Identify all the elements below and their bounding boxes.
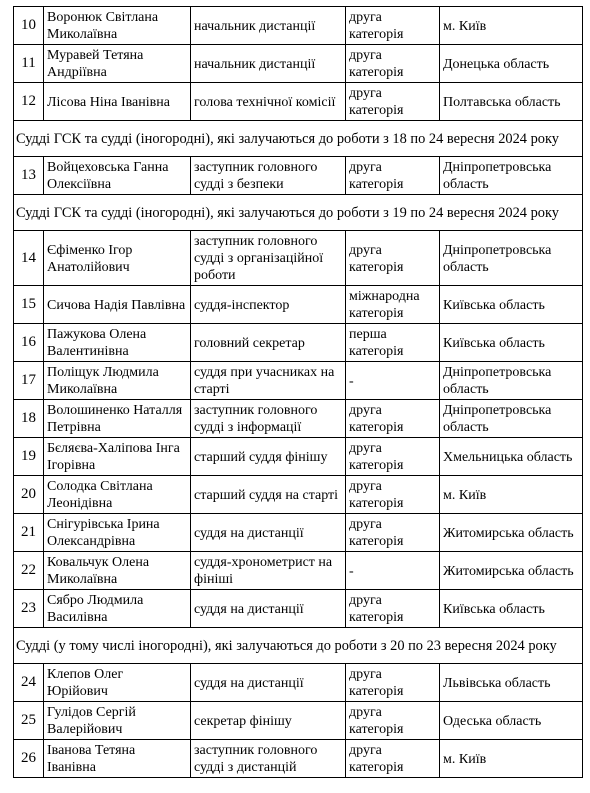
judge-name: Ковальчук Олена Миколаївна [44, 552, 191, 590]
judge-name: Сичова Надія Павлівна [44, 286, 191, 324]
judge-region: м. Київ [440, 7, 583, 45]
judge-role: старший суддя на старті [191, 476, 346, 514]
judge-name: Клепов Олег Юрійович [44, 664, 191, 702]
judges-table-body [14, 7, 583, 778]
table-row [14, 476, 583, 514]
row-number: 18 [14, 400, 44, 438]
table-row [14, 740, 583, 778]
judge-category: друга категорія [346, 231, 440, 286]
judge-region: Київська область [440, 590, 583, 628]
judge-category: міжнародна категорія [346, 286, 440, 324]
judge-role: заступник головного судді з організаційної роботи [191, 231, 346, 286]
row-number: 25 [14, 702, 44, 740]
judge-region: Житомирська область [440, 514, 583, 552]
section-heading: Судді (у тому числі іногородні), які залучаються до роботи з 20 по 23 вересня 2024 року [14, 628, 583, 664]
judge-category: друга категорія [346, 45, 440, 83]
judge-category: друга категорія [346, 740, 440, 778]
judges-table [13, 6, 583, 778]
judge-name: Снігурівська Ірина Олександрівна [44, 514, 191, 552]
row-number: 24 [14, 664, 44, 702]
judge-role: начальник дистанції [191, 7, 346, 45]
judge-category: - [346, 362, 440, 400]
section-heading: Судді ГСК та судді (іногородні), які залучаються до роботи з 19 по 24 вересня 2024 року [14, 195, 583, 231]
judge-role: заступник головного судді з безпеки [191, 157, 346, 195]
judge-role: старший суддя фінішу [191, 438, 346, 476]
judge-category: друга категорія [346, 400, 440, 438]
row-number: 21 [14, 514, 44, 552]
section-row [14, 628, 583, 664]
table-row [14, 157, 583, 195]
judge-region: Житомирська область [440, 552, 583, 590]
judge-role: начальник дистанції [191, 45, 346, 83]
section-heading: Судді ГСК та судді (іногородні), які залучаються до роботи з 18 по 24 вересня 2024 року [14, 121, 583, 157]
judge-category: друга категорія [346, 590, 440, 628]
judge-category: друга категорія [346, 157, 440, 195]
table-row [14, 664, 583, 702]
table-row [14, 45, 583, 83]
judge-name: Гулідов Сергій Валерійович [44, 702, 191, 740]
row-number: 14 [14, 231, 44, 286]
section-row [14, 121, 583, 157]
table-row [14, 362, 583, 400]
table-row [14, 702, 583, 740]
table-row [14, 231, 583, 286]
judge-role: заступник головного судді з інформації [191, 400, 346, 438]
judge-region: Дніпропетровська область [440, 231, 583, 286]
judge-category: друга категорія [346, 514, 440, 552]
judge-role: суддя-хронометрист на фініші [191, 552, 346, 590]
row-number: 15 [14, 286, 44, 324]
row-number: 16 [14, 324, 44, 362]
judge-role: голова технічної комісії [191, 83, 346, 121]
judge-region: Дніпропетровська область [440, 400, 583, 438]
judge-category: друга категорія [346, 83, 440, 121]
judge-category: друга категорія [346, 7, 440, 45]
table-row [14, 552, 583, 590]
row-number: 12 [14, 83, 44, 121]
judge-region: Дніпропетровська область [440, 157, 583, 195]
table-row [14, 324, 583, 362]
judge-name: Бєляєва-Халіпова Інга Ігорівна [44, 438, 191, 476]
table-row [14, 7, 583, 45]
judge-region: м. Київ [440, 740, 583, 778]
row-number: 10 [14, 7, 44, 45]
judge-category: друга категорія [346, 664, 440, 702]
judge-name: Воронюк Світлана Миколаївна [44, 7, 191, 45]
judge-category: - [346, 552, 440, 590]
judge-role: суддя на дистанції [191, 514, 346, 552]
judge-name: Поліщук Людмила Миколаївна [44, 362, 191, 400]
row-number: 11 [14, 45, 44, 83]
row-number: 17 [14, 362, 44, 400]
judge-region: Хмельницька область [440, 438, 583, 476]
judge-region: м. Київ [440, 476, 583, 514]
table-row [14, 438, 583, 476]
judge-region: Львівська область [440, 664, 583, 702]
judge-name: Волошиненко Наталля Петрівна [44, 400, 191, 438]
table-row [14, 514, 583, 552]
judge-role: головний секретар [191, 324, 346, 362]
row-number: 13 [14, 157, 44, 195]
judge-name: Сябро Людмила Василівна [44, 590, 191, 628]
section-row [14, 195, 583, 231]
judge-region: Одеська область [440, 702, 583, 740]
table-row [14, 400, 583, 438]
judge-name: Войцеховська Ганна Олексіївна [44, 157, 191, 195]
judge-name: Єфіменко Ігор Анатолійович [44, 231, 191, 286]
row-number: 26 [14, 740, 44, 778]
judge-region: Донецька область [440, 45, 583, 83]
row-number: 23 [14, 590, 44, 628]
judge-region: Дніпропетровська область [440, 362, 583, 400]
judge-role: суддя-інспектор [191, 286, 346, 324]
judge-name: Муравей Тетяна Андріївна [44, 45, 191, 83]
judge-category: друга категорія [346, 438, 440, 476]
judge-category: друга категорія [346, 476, 440, 514]
judge-name: Іванова Тетяна Іванівна [44, 740, 191, 778]
row-number: 20 [14, 476, 44, 514]
judge-role: заступник головного судді з дистанцій [191, 740, 346, 778]
judge-name: Пажукова Олена Валентинівна [44, 324, 191, 362]
judge-role: суддя при учасниках на старті [191, 362, 346, 400]
row-number: 22 [14, 552, 44, 590]
table-row [14, 590, 583, 628]
row-number: 19 [14, 438, 44, 476]
judge-role: суддя на дистанції [191, 664, 346, 702]
table-row [14, 83, 583, 121]
judge-name: Лісова Ніна Іванівна [44, 83, 191, 121]
judge-category: перша категорія [346, 324, 440, 362]
table-row [14, 286, 583, 324]
judge-region: Київська область [440, 324, 583, 362]
judge-category: друга категорія [346, 702, 440, 740]
judge-role: секретар фінішу [191, 702, 346, 740]
judge-region: Київська область [440, 286, 583, 324]
judge-role: суддя на дистанції [191, 590, 346, 628]
judge-name: Солодка Світлана Леонідівна [44, 476, 191, 514]
judge-region: Полтавська область [440, 83, 583, 121]
